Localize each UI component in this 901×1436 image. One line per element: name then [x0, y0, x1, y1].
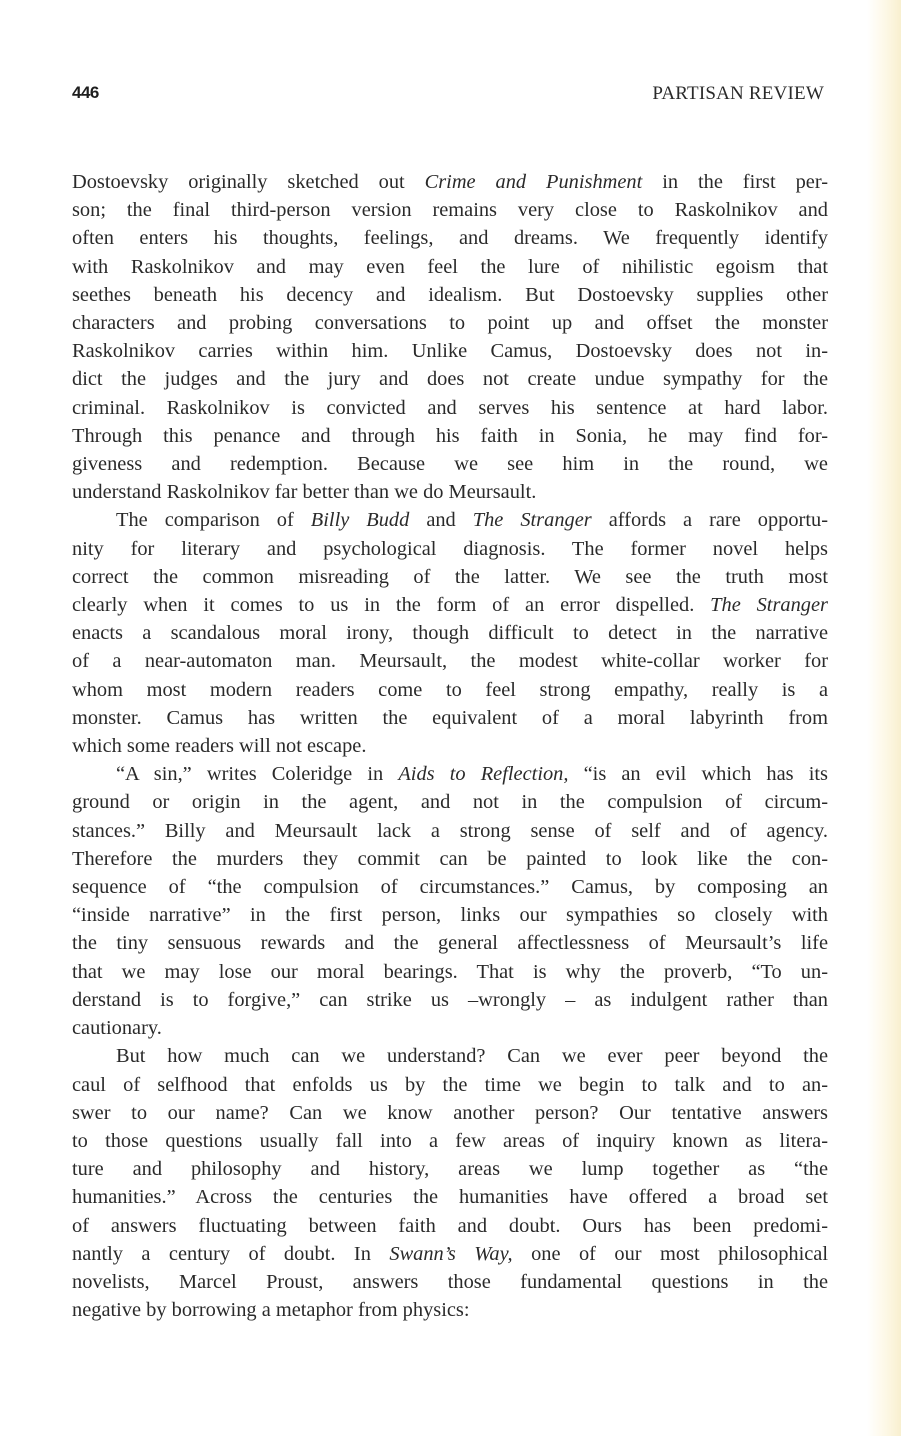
text-line: ground or origin in the agent, and not in the compulsion of circum- — [72, 791, 828, 814]
text-line: monster. Camus has written the equivalent of a moral labyrinth from — [72, 706, 828, 729]
text-line: of a near-automaton man. Meursault, the modest white-collar worker for — [72, 650, 828, 673]
text-line: caul of selfhood that enfolds us by the time we begin to talk and to an- — [72, 1073, 828, 1096]
text-line: novelists, Marcel Proust, answers those fundamental questions in the — [72, 1270, 828, 1293]
text-line: humanities.” Across the centuries the humanities have offered a broad set — [72, 1186, 828, 1209]
text-line: negative by borrowing a metaphor from physics: — [72, 1299, 470, 1322]
page-number: 446 — [72, 83, 99, 102]
italic-title: Aids to Reflection, — [398, 763, 569, 786]
text-line: ture and philosophy and history, areas we lump together as “the — [72, 1158, 828, 1181]
text-line: that we may lose our moral bearings. That is why the proverb, “To un- — [72, 960, 828, 983]
text-line: to those questions usually fall into a few areas of inquiry known as litera- — [72, 1129, 828, 1152]
text-line: clearly when it comes to us in the form of an error dispelled. The Stranger — [72, 594, 828, 617]
text-line: Dostoevsky originally sketched out Crime and Punishment in the first per- — [72, 171, 828, 193]
italic-title: Crime and Punishment — [424, 171, 643, 193]
text-line: of answers fluctuating between faith and doubt. Ours has been predomi- — [72, 1214, 828, 1237]
page-edge-shading — [867, 0, 901, 1436]
text-line: enacts a scandalous moral irony, though difficult to detect in the narrative — [72, 622, 828, 645]
text-line: understand Raskolnikov far better than we do Meursault. — [72, 481, 537, 504]
text-line: dict the judges and the jury and does not create undue sympathy for the — [72, 368, 828, 391]
text-line: giveness and redemption. Because we see him in the round, we — [72, 453, 828, 476]
italic-title: The Stranger — [710, 594, 828, 617]
text-line: the tiny sensuous rewards and the general affectlessness of Meursault’s life — [72, 932, 828, 955]
text-line: cautionary. — [72, 1017, 162, 1040]
text-line: Through this penance and through his faith in Sonia, he may find for- — [72, 424, 828, 447]
paragraph — [72, 1042, 828, 1324]
article-body — [72, 168, 828, 1324]
text-line: often enters his thoughts, feelings, and dreams. We frequently identify — [72, 227, 828, 250]
text-line: The comparison of Billy Budd and The Stranger affords a rare opportu- — [116, 509, 828, 532]
text-line: stances.” Billy and Meursault lack a strong sense of self and of agency. — [72, 819, 828, 842]
paragraph — [72, 506, 828, 760]
text-line: sequence of “the compulsion of circumstances.” Camus, by composing an — [72, 876, 828, 899]
text-line: which some readers will not escape. — [72, 735, 367, 758]
text-line: But how much can we understand? Can we ever peer beyond the — [116, 1045, 828, 1068]
page-header — [72, 83, 824, 109]
text-line: whom most modern readers come to feel strong empathy, really is a — [72, 678, 828, 701]
text-line: “A sin,” writes Coleridge in Aids to Reflection, “is an evil which has its — [116, 763, 828, 786]
paragraph — [72, 168, 828, 506]
text-line: with Raskolnikov and may even feel the lure of nihilistic egoism that — [72, 255, 828, 278]
italic-title: Swann’s Way, — [389, 1242, 513, 1265]
text-line: “inside narrative” in the first person, links our sympathies so closely with — [72, 904, 828, 927]
running-head: PARTISAN REVIEW — [652, 83, 824, 104]
italic-title: The Stranger — [472, 509, 592, 532]
text-line: swer to our name? Can we know another person? Our tentative answers — [72, 1101, 828, 1124]
text-line: criminal. Raskolnikov is convicted and serves his sentence at hard labor. — [72, 396, 828, 419]
paragraph — [72, 760, 828, 1042]
text-line: nantly a century of doubt. In Swann’s Way, one of our most philosophical — [72, 1242, 829, 1265]
text-line: Raskolnikov carries within him. Unlike Camus, Dostoevsky does not in- — [72, 340, 828, 363]
text-line: nity for literary and psychological diagnosis. The former novel helps — [72, 537, 828, 560]
text-line: derstand is to forgive,” can strike us –wrongly – as indulgent rather than — [72, 988, 828, 1011]
text-line: characters and probing conversations to point up and offset the monster — [72, 312, 828, 335]
italic-title: Billy Budd — [310, 509, 410, 532]
text-line: correct the common misreading of the latter. We see the truth most — [72, 565, 828, 588]
text-line: Therefore the murders they commit can be painted to look like the con- — [72, 847, 828, 870]
text-line: seethes beneath his decency and idealism. But Dostoevsky supplies other — [72, 283, 828, 306]
text-line: son; the final third-person version remains very close to Raskolnikov and — [72, 199, 828, 222]
